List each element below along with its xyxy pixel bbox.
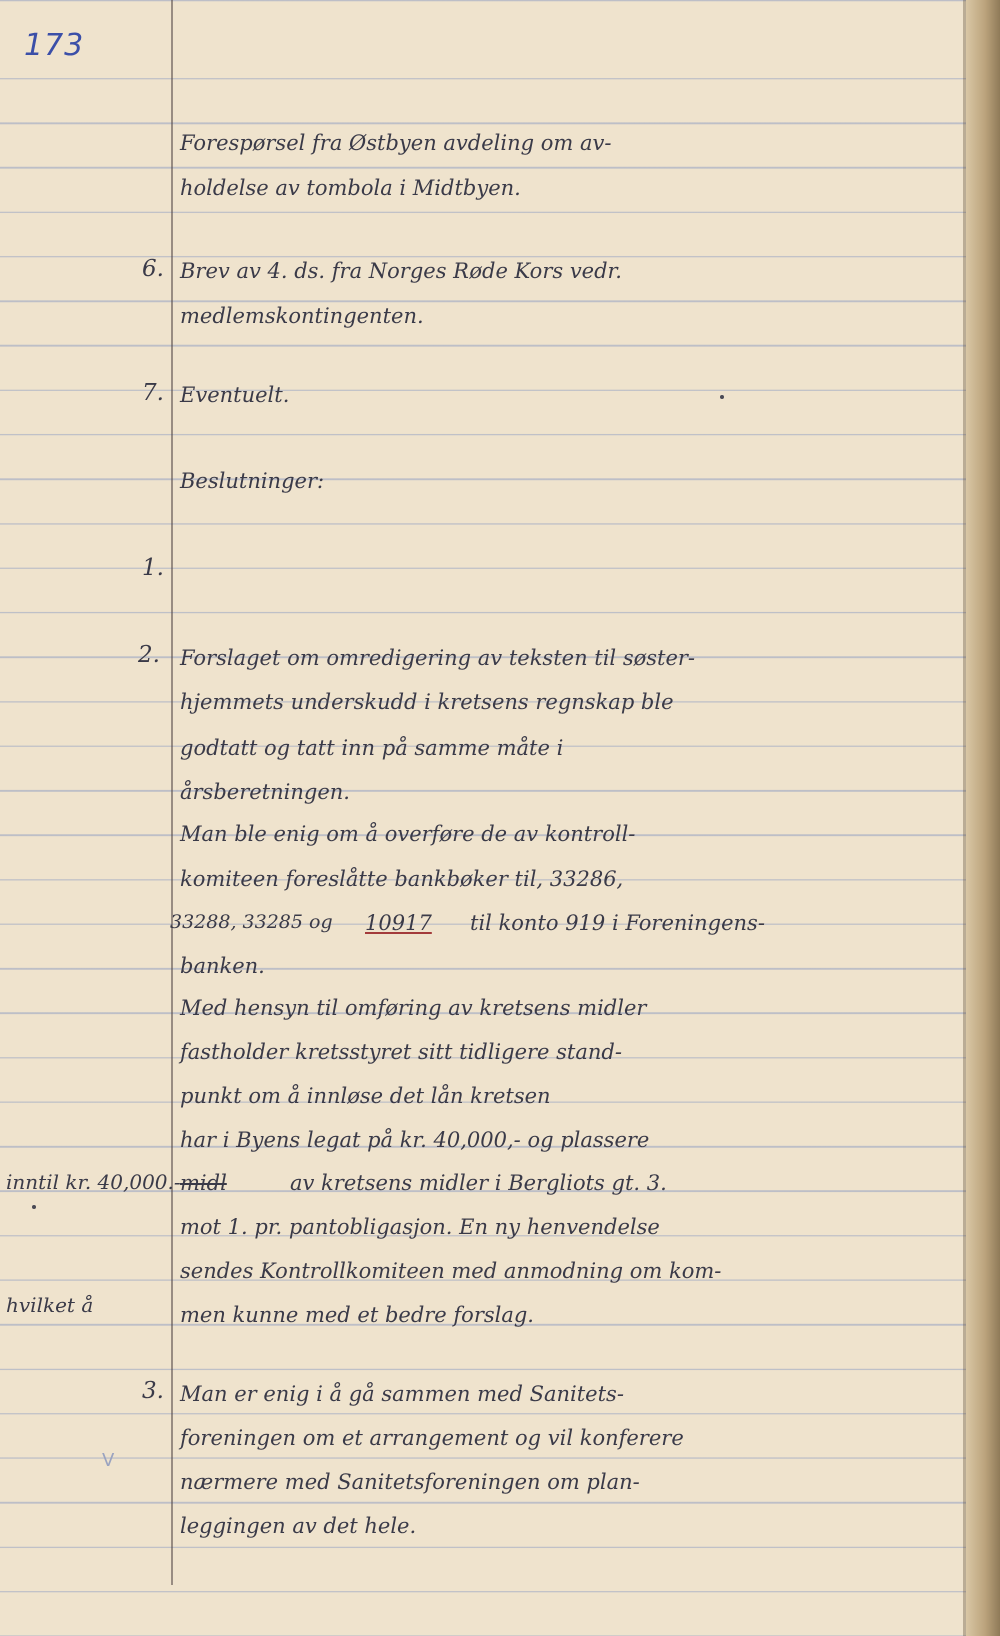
text-line: av kretsens midler i Bergliots gt. 3. bbox=[290, 1171, 667, 1195]
text-line: til konto 919 i Foreningens- bbox=[470, 911, 765, 935]
ink-dot bbox=[720, 395, 724, 399]
text-line: Brev av 4. ds. fra Norges Røde Kors vedr. bbox=[180, 259, 622, 283]
text-line: fastholder kretsstyret sitt tidligere stand- bbox=[180, 1040, 622, 1064]
item-number: 6. bbox=[142, 256, 164, 282]
pencil-check-mark: V bbox=[102, 1450, 115, 1471]
text-line: Med hensyn til omføring av kretsens midler bbox=[180, 996, 647, 1020]
item-number: 7. bbox=[142, 380, 164, 406]
text-line: Forespørsel fra Østbyen avdeling om av- bbox=[180, 131, 612, 155]
margin-note: inntil kr. 40,000.- bbox=[6, 1170, 181, 1194]
page-number: 173 bbox=[24, 28, 85, 63]
text-line: leggingen av det hele. bbox=[180, 1514, 417, 1538]
text-line: har i Byens legat på kr. 40,000,- og plassere bbox=[180, 1128, 650, 1152]
item-number: 1. bbox=[142, 555, 164, 581]
text-line: mot 1. pr. pantobligasjon. En ny henvendelse bbox=[180, 1215, 660, 1239]
text-line: banken. bbox=[180, 954, 265, 978]
text-line: årsberetningen. bbox=[180, 780, 350, 804]
text-line: medlemskontingenten. bbox=[180, 304, 424, 328]
text-line: men kunne med et bedre forslag. bbox=[180, 1303, 534, 1327]
margin-line bbox=[171, 0, 173, 1585]
text-line: Eventuelt. bbox=[180, 383, 290, 407]
text-line: komiteen foreslåtte bankbøker til, 33286, bbox=[180, 867, 624, 891]
text-line: foreningen om et arrangement og vil konferere bbox=[180, 1426, 684, 1450]
text-line: Man ble enig om å overføre de av kontroll- bbox=[180, 822, 636, 846]
text-line: 33288, 33285 og bbox=[170, 911, 333, 933]
text-line: godtatt og tatt inn på samme måte i bbox=[180, 736, 564, 760]
text-line: hjemmets underskudd i kretsens regnskap ble bbox=[180, 690, 674, 714]
text-line: sendes Kontrollkomiteen med anmodning om kom- bbox=[180, 1259, 722, 1283]
margin-note: hvilket å bbox=[6, 1293, 94, 1317]
item-number: 3. bbox=[142, 1378, 164, 1404]
struck-word: midl bbox=[180, 1171, 227, 1195]
section-heading: Beslutninger: bbox=[180, 469, 325, 493]
text-line: nærmere med Sanitetsforeningen om plan- bbox=[180, 1470, 640, 1494]
text-line: Man er enig i å gå sammen med Sanitets- bbox=[180, 1382, 624, 1406]
text-line: holdelse av tombola i Midtbyen. bbox=[180, 176, 521, 200]
text-line: punkt om å innløse det lån kretsen bbox=[180, 1084, 551, 1108]
item-number: 2. bbox=[138, 642, 160, 668]
book-binding bbox=[966, 0, 1000, 1636]
underlined-number: 10917 bbox=[365, 911, 432, 935]
text-line: Forslaget om omredigering av teksten til søster- bbox=[180, 646, 696, 670]
ink-dot bbox=[32, 1205, 36, 1209]
